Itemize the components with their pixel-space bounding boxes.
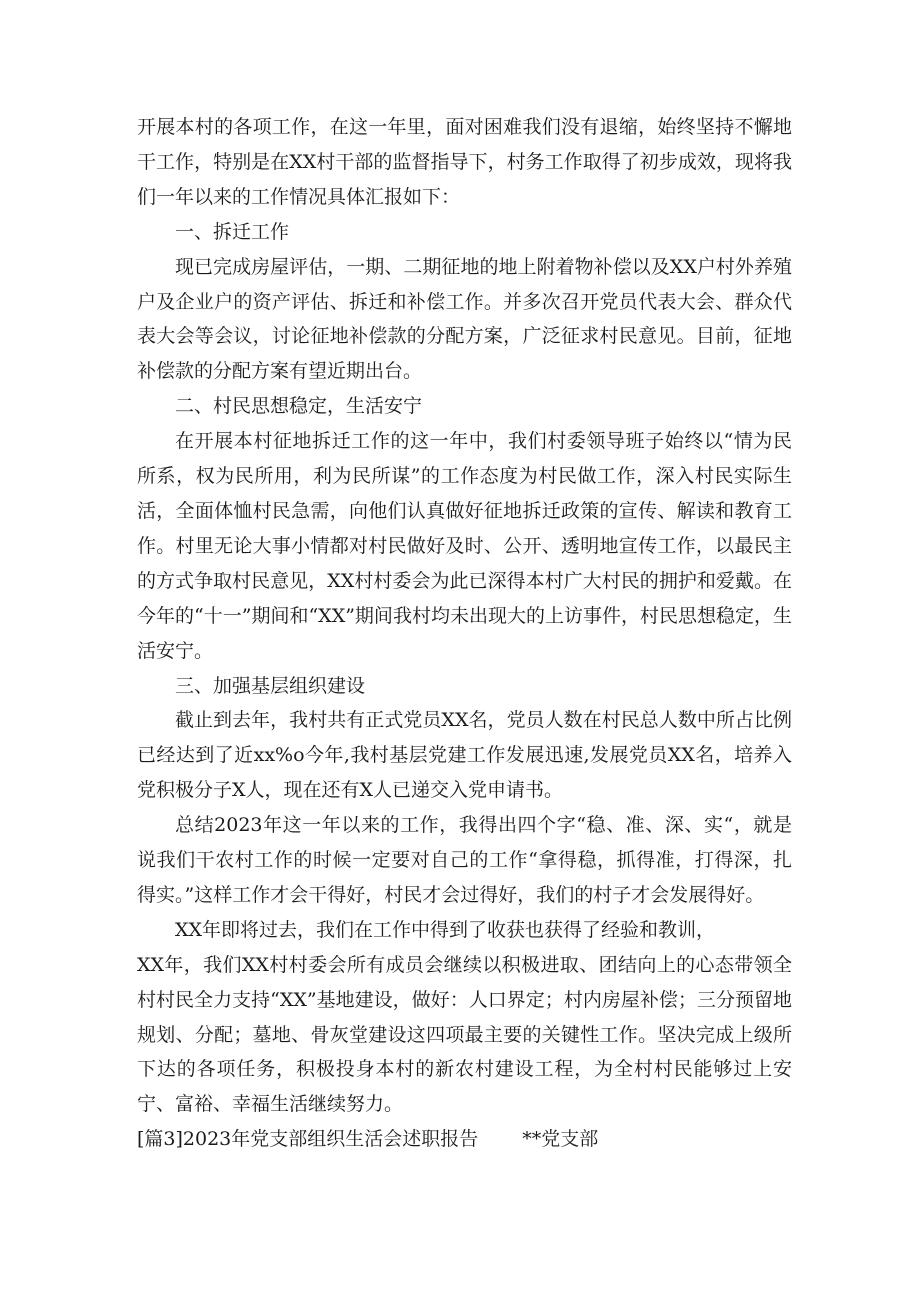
summary-paragraph: 总结2023年这一年以来的工作，我得出四个字“稳、准、深、实“，就是说我们干农村工作的时候一定要对自己的工作“拿得稳，抓得准，打得深，扎得实。”这样工作才会干得好，村民才会过得好，我们的村子才会发展得好。 [137,814,792,906]
section-heading-grassroots-organization: 三、加强基层组织建设 [175,674,366,697]
villagers-stable-paragraph: 在开展本村征地拆迁工作的这一年中，我们村委领导班子始终以“情为民所系，权为民所用，利为民所谋”的工作态度为村民做工作，深入村民实际生活，全面体恤村民急需，向他们认真做好征地拆迁政策的宣传、解读和教育工作。村里无论大事小情都对村民做好及时、公开、透明地宣传工作，以最民主的方式争取村民意见，XX村村委会为此已深得本村广大村民的拥护和爱戴。在今年的“十一”期间和“XX”期间我村均未出现大的上访事件，村民思想稳定，生活安宁。 [137,430,792,662]
demolition-paragraph: 现已完成房屋评估，一期、二期征地的地上附着物补偿以及XX户村外养殖户及企业户的资产评估、拆迁和补偿工作。并多次召开党员代表大会、群众代表大会等会议，讨论征地补偿款的分配方案，广泛征求村民意见。目前，征地补偿款的分配方案有望近期出台。 [137,255,792,383]
party-branch-label: **党支部 [522,1128,599,1151]
next-article-line [137,1122,792,1157]
year-ending-paragraph: XX年即将过去，我们在工作中得到了收获也获得了经验和教训， [175,918,716,941]
grassroots-organization-paragraph: 截止到去年，我村共有正式党员XX名，党员人数在村民总人数中所占比例已经达到了近xx%o今年,我村基层党建工作发展迅速,发展党员XX名，培养入党积极分子X人，现在还有X人已递交入党申请书。 [137,709,792,802]
next-year-plan-paragraph: XX年，我们XX村村委会所有成员会继续以积极进取、团结向上的心态带领全村村民全力支持“XX”基地建设，做好：人口界定；村内房屋补偿；三分预留地规划、分配；墓地、骨灰堂建设这四项最主要的关键性工作。坚决完成上级所下达的各项任务，积极投身本村的新农村建设工程，为全村村民能够过上安宁、富裕、幸福生活继续努力。 [137,953,792,1116]
intro-paragraph: 开展本村的各项工作，在这一年里，面对困难我们没有退缩，始终坚持不懈地干工作，特别是在XX村干部的监督指导下，村务工作取得了初步成效，现将我们一年以来的工作情况具体汇报如下： [137,116,792,208]
document-body [137,110,792,1157]
next-article-title: [篇3]2023年党支部组织生活会述职报告 [137,1128,479,1151]
section-heading-demolition: 一、拆迁工作 [175,220,290,243]
section-heading-villagers-stable: 二、村民思想稳定，生活安宁 [175,395,423,418]
